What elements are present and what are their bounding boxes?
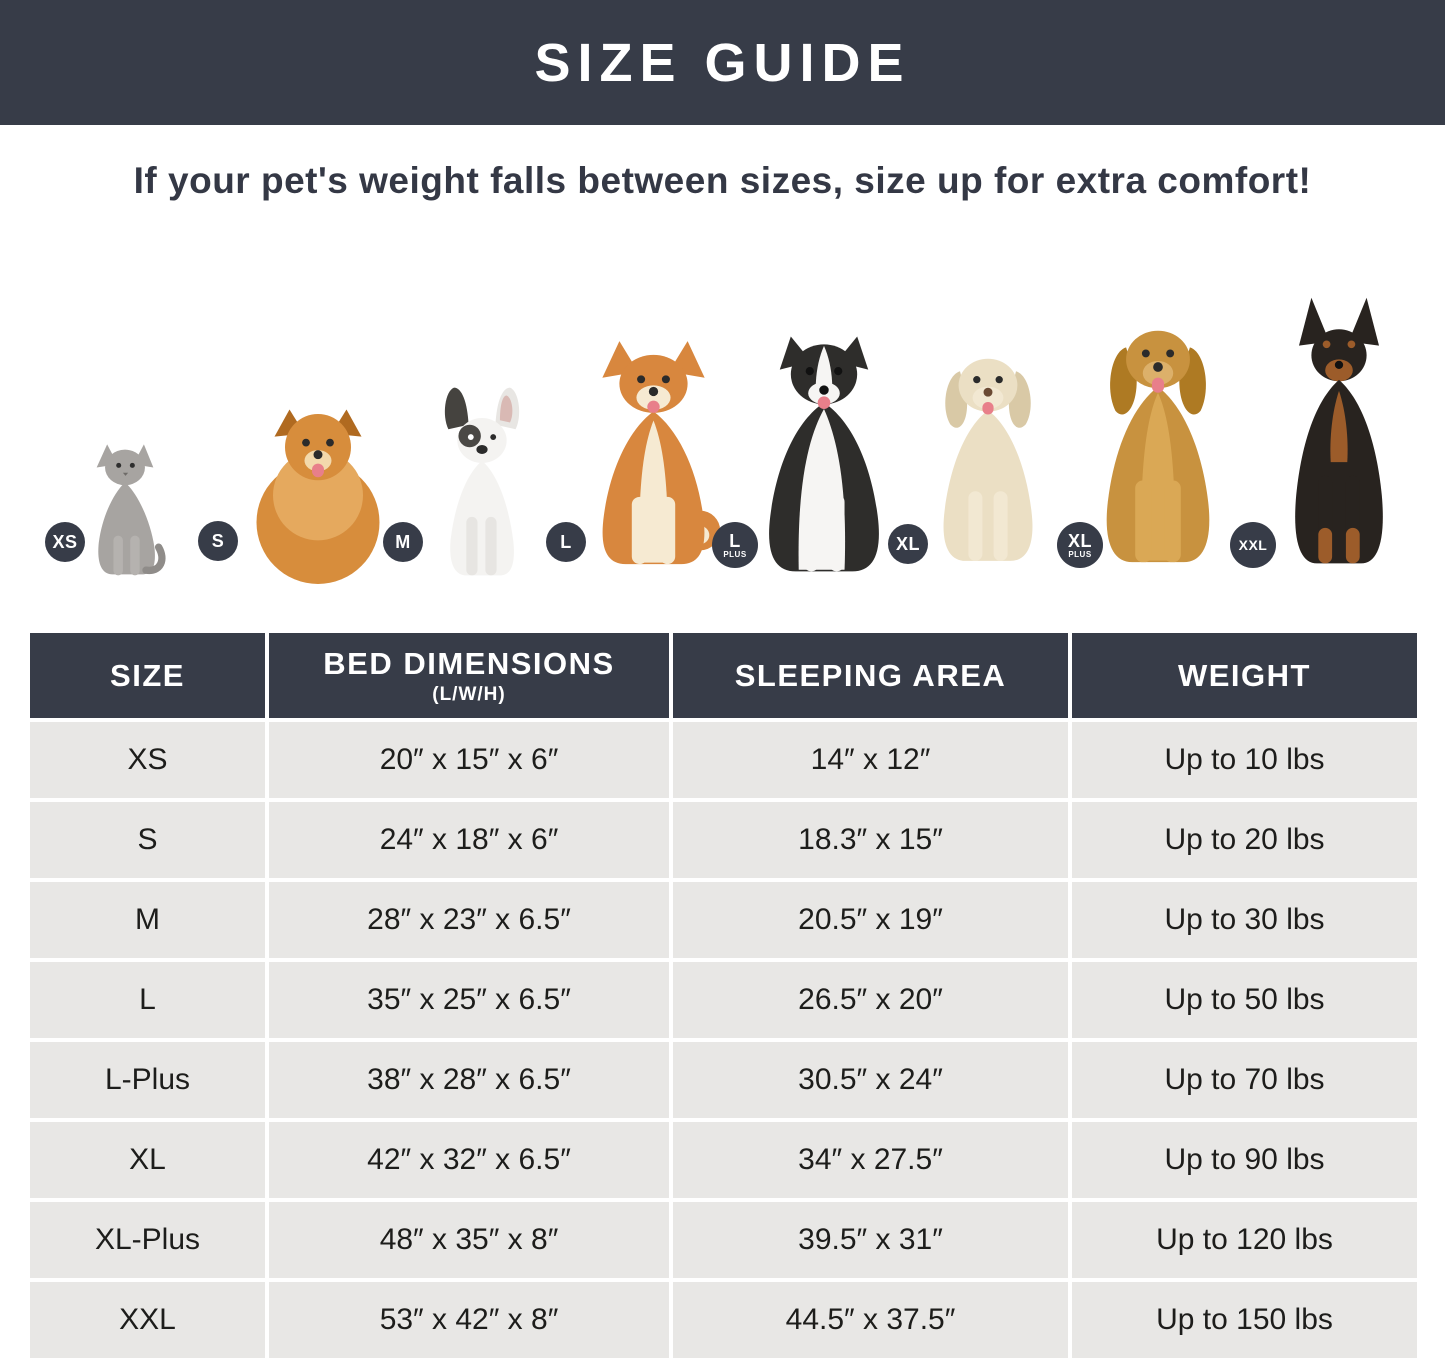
table-cell-sleeping-area: 26.5″ x 20″ <box>673 962 1068 1038</box>
table-cell-bed-dimensions: 20″ x 15″ x 6″ <box>269 722 669 798</box>
size-badge-label: XL <box>895 533 920 554</box>
size-badge-label: M <box>395 531 411 552</box>
column-header-label: SLEEPING AREA <box>734 657 1007 693</box>
table-cell-sleeping-area: 39.5″ x 31″ <box>673 1202 1068 1278</box>
column-header-size <box>30 633 265 718</box>
table-cell-bed-dimensions: 48″ x 35″ x 8″ <box>269 1202 669 1278</box>
golden-retriever-image <box>1082 305 1234 600</box>
table-cell-size: XXL <box>30 1282 265 1358</box>
table-cell-size: L <box>30 962 265 1038</box>
table-cell-size: XL-Plus <box>30 1202 265 1278</box>
pomeranian-image <box>243 402 393 590</box>
size-badge-xl-plus <box>1057 522 1103 568</box>
table-cell-sleeping-area: 34″ x 27.5″ <box>673 1122 1068 1198</box>
table-cell-bed-dimensions: 42″ x 32″ x 6.5″ <box>269 1122 669 1198</box>
size-badge-label: L <box>729 530 741 551</box>
table-cell-sleeping-area: 30.5″ x 24″ <box>673 1042 1068 1118</box>
french-bulldog-image <box>426 382 538 590</box>
table-cell-weight: Up to 20 lbs <box>1072 802 1417 878</box>
table-cell-bed-dimensions: 38″ x 28″ x 6.5″ <box>269 1042 669 1118</box>
size-guide-header <box>0 0 1445 125</box>
table-cell-weight: Up to 30 lbs <box>1072 882 1417 958</box>
size-badge-label: S <box>211 530 225 551</box>
column-header-sleeping-area <box>673 633 1068 718</box>
column-header-bed-dimensions <box>269 633 669 718</box>
shiba-inu-image <box>576 335 731 587</box>
table-cell-sleeping-area: 44.5″ x 37.5″ <box>673 1282 1068 1358</box>
size-badge-l <box>546 522 586 562</box>
size-badge-label: XXL <box>1238 536 1268 553</box>
table-cell-size: S <box>30 802 265 878</box>
table-cell-weight: Up to 90 lbs <box>1072 1122 1417 1198</box>
table-cell-weight: Up to 120 lbs <box>1072 1202 1417 1278</box>
cat-image <box>83 436 188 588</box>
table-cell-bed-dimensions: 53″ x 42″ x 8″ <box>269 1282 669 1358</box>
table-cell-sleeping-area: 14″ x 12″ <box>673 722 1068 798</box>
size-badge-sublabel: PLUS <box>723 549 747 559</box>
table-cell-size: XL <box>30 1122 265 1198</box>
table-cell-weight: Up to 70 lbs <box>1072 1042 1417 1118</box>
table-cell-weight: Up to 150 lbs <box>1072 1282 1417 1358</box>
size-badge-label: XL <box>1067 530 1092 551</box>
table-cell-bed-dimensions: 28″ x 23″ x 6.5″ <box>269 882 669 958</box>
sizing-tip-text: If your pet's weight falls between sizes, size up for extra comfort! <box>133 160 1312 201</box>
table-cell-size: L-Plus <box>30 1042 265 1118</box>
column-header-label: WEIGHT <box>1178 657 1311 693</box>
table-cell-size: XS <box>30 722 265 798</box>
column-header-label: SIZE <box>110 657 185 693</box>
doberman-image <box>1270 295 1408 610</box>
size-badge-label: XS <box>52 531 78 552</box>
table-cell-bed-dimensions: 24″ x 18″ x 6″ <box>269 802 669 878</box>
column-header-label: BED DIMENSIONS <box>323 645 615 681</box>
labrador-image <box>918 335 1058 593</box>
column-header-weight <box>1072 633 1417 718</box>
size-badge-m <box>383 522 423 562</box>
size-badge-xxl <box>1230 522 1276 568</box>
pet-size-illustration-row <box>0 280 1445 615</box>
table-cell-size: M <box>30 882 265 958</box>
size-badge-xl <box>888 524 928 564</box>
table-cell-sleeping-area: 20.5″ x 19″ <box>673 882 1068 958</box>
size-badge-xs <box>45 522 85 562</box>
size-badge-s <box>198 521 238 561</box>
border-collie-image <box>745 327 903 595</box>
table-cell-bed-dimensions: 35″ x 25″ x 6.5″ <box>269 962 669 1038</box>
table-cell-weight: Up to 10 lbs <box>1072 722 1417 798</box>
table-cell-weight: Up to 50 lbs <box>1072 962 1417 1038</box>
size-badge-l-plus <box>712 522 758 568</box>
column-header-subtext: (L/W/H) <box>432 683 506 705</box>
size-guide-table <box>30 633 1417 1358</box>
table-cell-sleeping-area: 18.3″ x 15″ <box>673 802 1068 878</box>
size-badge-label: L <box>560 531 572 552</box>
page-title: SIZE GUIDE <box>534 32 911 93</box>
size-badge-sublabel: PLUS <box>1068 549 1092 559</box>
